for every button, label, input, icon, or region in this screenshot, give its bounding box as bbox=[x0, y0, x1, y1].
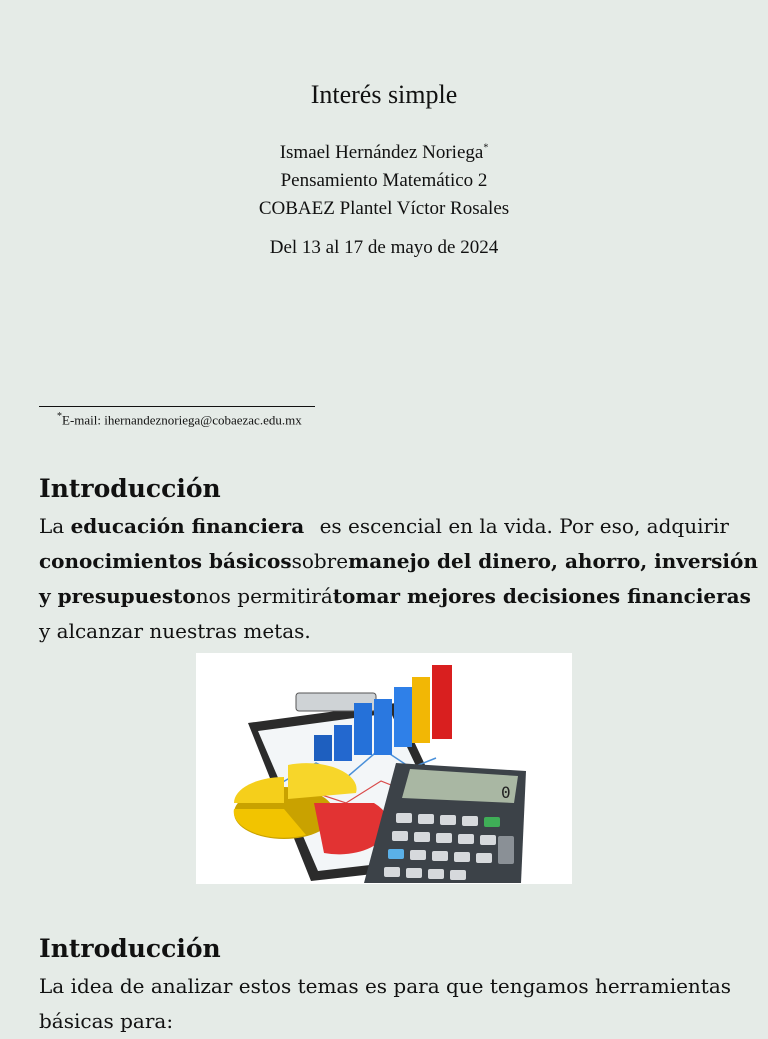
bold-run: y presupuesto bbox=[39, 584, 196, 608]
text-run: La bbox=[39, 514, 71, 538]
calculator-key bbox=[450, 870, 466, 880]
bar bbox=[314, 735, 332, 761]
para-line-2: básicas para: bbox=[39, 1009, 174, 1033]
calculator-display-value: 0 bbox=[501, 783, 511, 802]
calculator-key bbox=[388, 849, 404, 859]
calculator-key bbox=[406, 868, 422, 878]
footnote-email: E-mail: ihernandeznoriega@cobaezac.edu.mx bbox=[62, 412, 302, 428]
author-line bbox=[0, 142, 768, 164]
text-run bbox=[39, 509, 304, 544]
text-run: es escencial en la vida. Por eso, adquirir bbox=[319, 514, 729, 538]
bold-run: tomar mejores decisiones financieras bbox=[332, 584, 751, 608]
bar bbox=[394, 687, 412, 747]
author-name: Ismael Hernández Noriega bbox=[279, 142, 484, 163]
calculator-key bbox=[476, 853, 492, 863]
text-run: sobre bbox=[291, 549, 349, 573]
calculator-key bbox=[410, 850, 426, 860]
para-line-4: y alcanzar nuestras metas. bbox=[39, 619, 311, 643]
intro-paragraph bbox=[39, 509, 758, 649]
bold-run: educación financiera bbox=[70, 514, 305, 538]
calculator-key bbox=[418, 814, 434, 824]
calculator-key bbox=[396, 813, 412, 823]
para-line-1: La idea de analizar estos temas es para que tengamos herramientas bbox=[39, 974, 732, 998]
calculator-key bbox=[454, 852, 470, 862]
para-line-1 bbox=[39, 509, 729, 544]
calculator-key bbox=[432, 851, 448, 861]
calculator-key bbox=[498, 836, 514, 864]
document-title: Interés simple bbox=[310, 80, 458, 109]
date-range: Del 13 al 17 de mayo de 2024 bbox=[269, 237, 499, 258]
calculator-key bbox=[458, 834, 474, 844]
author-footnote-mark: * bbox=[483, 142, 489, 154]
section-heading-introduction: Introducción bbox=[39, 474, 221, 503]
footnote-rule bbox=[39, 406, 315, 407]
para-line-3 bbox=[39, 579, 751, 614]
calculator-key bbox=[436, 833, 452, 843]
finance-illustration-svg bbox=[196, 653, 572, 884]
calculator-key bbox=[428, 869, 444, 879]
calculator-key bbox=[440, 815, 456, 825]
calculator-key bbox=[462, 816, 478, 826]
calculator-key bbox=[384, 867, 400, 877]
text-run: nos permitirá bbox=[195, 584, 333, 608]
bar bbox=[412, 677, 430, 743]
footnote-mark: * bbox=[57, 411, 62, 422]
bar bbox=[354, 703, 372, 755]
calculator-key bbox=[480, 835, 496, 845]
pie-slice bbox=[234, 777, 284, 803]
calculator-key bbox=[392, 831, 408, 841]
bold-run: conocimientos básicos bbox=[39, 549, 292, 573]
para-line-2 bbox=[39, 544, 758, 579]
bar bbox=[334, 725, 352, 761]
bold-run: manejo del dinero, ahorro, inversión bbox=[348, 549, 758, 573]
section-heading-introduction-2: Introducción bbox=[39, 934, 221, 963]
school-name: COBAEZ Plantel Víctor Rosales bbox=[258, 198, 510, 219]
bar bbox=[432, 665, 452, 739]
intro-paragraph-2 bbox=[39, 969, 732, 1039]
calculator-key bbox=[484, 817, 500, 827]
finance-illustration bbox=[196, 653, 572, 884]
course-name: Pensamiento Matemático 2 bbox=[280, 170, 488, 191]
bar bbox=[374, 699, 392, 755]
calculator-key bbox=[414, 832, 430, 842]
footnote bbox=[57, 411, 302, 428]
